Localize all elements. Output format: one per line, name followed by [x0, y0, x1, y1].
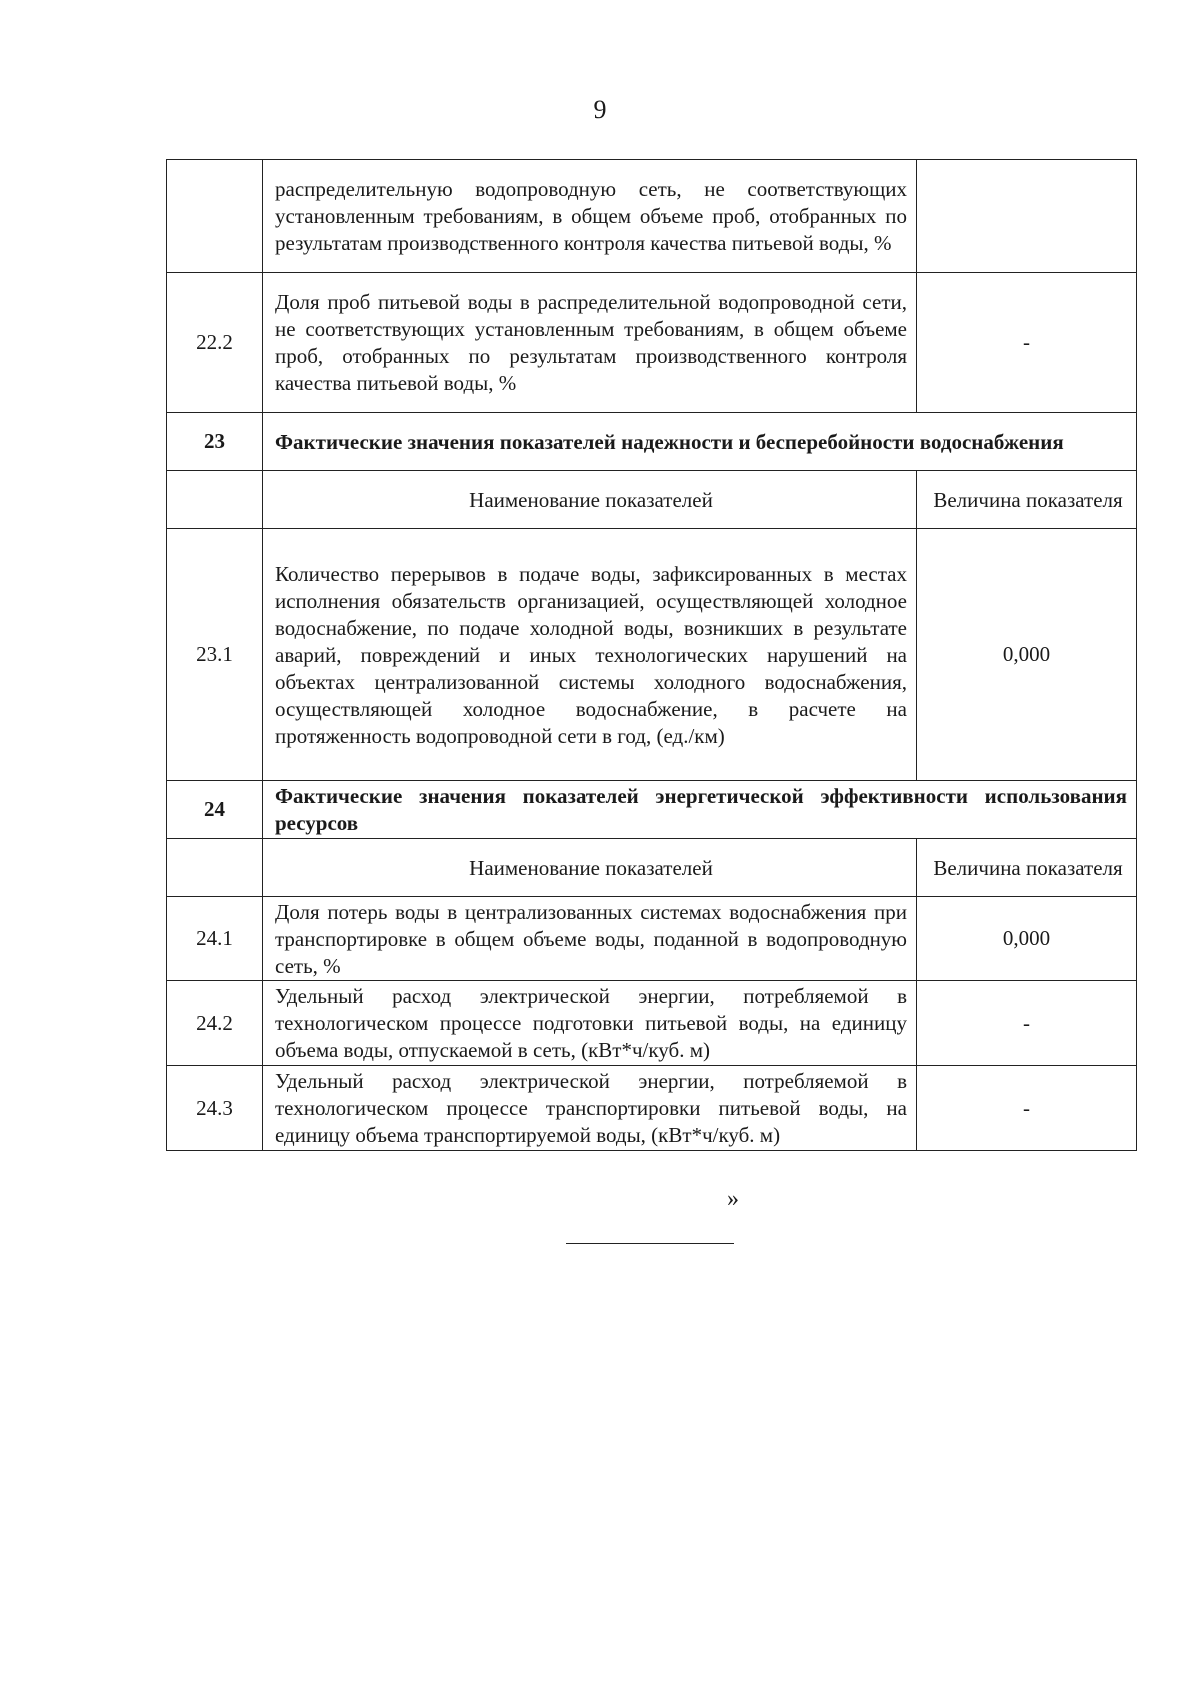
row-number: 24.2 [167, 981, 263, 1066]
row-description: Доля потерь воды в централизованных системах водоснабжения при транспортировке в общем объеме воды, поданной в водопроводную сеть, % [263, 897, 917, 981]
table-row [167, 981, 1137, 1066]
header-blank [167, 471, 263, 529]
row-description: Количество перерывов в подаче воды, зафиксированных в местах исполнения обязательств организацией, осуществляющей холодное водоснабжение, по подаче холодной воды, возникших в результате аварий, повреждений и иных технологических нарушений на объектах централизованной системы холодного водоснабжения, осуществляющей холодное водоснабжение, в расчете на протяженность водопроводной сети в год, (ед./км) [263, 529, 917, 781]
row-description: Удельный расход электрической энергии, потребляемой в технологическом процессе транспортировки питьевой воды, на единицу объема транспортируемой воды, (кВт*ч/куб. м) [263, 1066, 917, 1151]
section-title: Фактические значения показателей надежности и бесперебойности водоснабжения [263, 413, 1137, 471]
section-row [167, 781, 1137, 839]
row-value [917, 160, 1137, 273]
table-row [167, 529, 1137, 781]
row-number: 23.1 [167, 529, 263, 781]
page-number: 9 [593, 95, 607, 124]
section-number: 23 [167, 413, 263, 471]
row-value: 0,000 [917, 529, 1137, 781]
section-title: Фактические значения показателей энергетической эффективности использования ресурсов [263, 781, 1137, 839]
row-description: распределительную водопроводную сеть, не соответствующих установленным требованиям, в общем объеме проб, отобранных по результатам производственного контроля качества питьевой воды, % [263, 160, 917, 273]
row-number: 24.1 [167, 897, 263, 981]
header-name-label: Наименование показателей [263, 839, 917, 897]
row-number: 24.3 [167, 1066, 263, 1151]
column-header-row [167, 839, 1137, 897]
section-row [167, 413, 1137, 471]
header-value-label: Величина показателя [917, 839, 1137, 897]
table-row [167, 160, 1137, 273]
table-row [167, 1066, 1137, 1151]
table-row [167, 273, 1137, 413]
row-description: Удельный расход электрической энергии, потребляемой в технологическом процессе подготовки питьевой воды, на единицу объема воды, отпускаемой в сеть, (кВт*ч/куб. м) [263, 981, 917, 1066]
header-name-label: Наименование показателей [263, 471, 917, 529]
header-blank [167, 839, 263, 897]
column-header-row [167, 471, 1137, 529]
section-number: 24 [167, 781, 263, 839]
row-value: 0,000 [917, 897, 1137, 981]
row-value: - [917, 273, 1137, 413]
row-value: - [917, 1066, 1137, 1151]
footer-divider [566, 1243, 734, 1244]
row-number: 22.2 [167, 273, 263, 413]
indicators-table [166, 159, 1137, 1151]
closing-quote: » [727, 1186, 739, 1212]
header-value-label: Величина показателя [917, 471, 1137, 529]
row-number [167, 160, 263, 273]
row-description: Доля проб питьевой воды в распределительной водопроводной сети, не соответствующих установленным требованиям, в общем объеме проб, отобранных по результатам производственного контроля качества питьевой воды, % [263, 273, 917, 413]
table-row [167, 897, 1137, 981]
row-value: - [917, 981, 1137, 1066]
